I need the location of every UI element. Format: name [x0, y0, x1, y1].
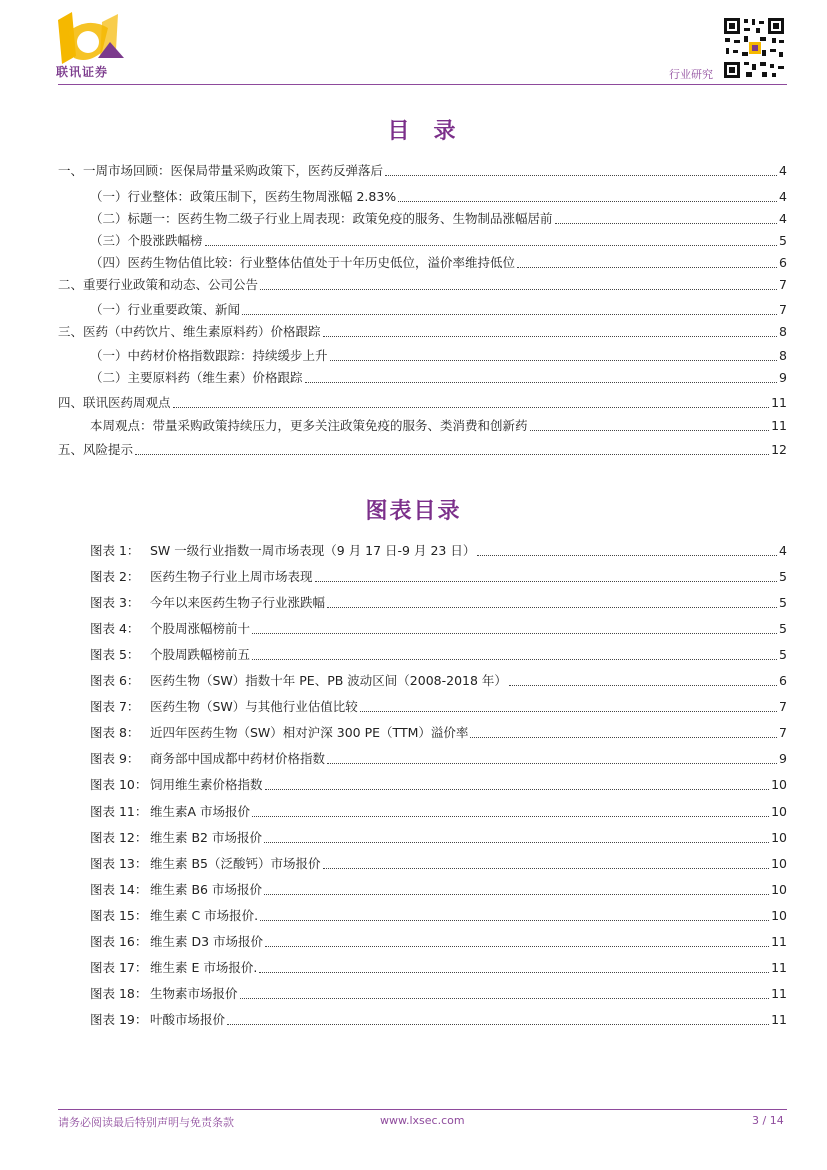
leader-dots — [530, 430, 770, 431]
toc-entry-label: 三、医药（中药饮片、维生素原料药）价格跟踪 — [58, 324, 321, 339]
toc-entry-page: 11 — [771, 418, 787, 433]
leader-dots — [205, 245, 778, 246]
figure-entry-label: 医药生物子行业上周市场表现 — [150, 569, 313, 584]
leader-dots — [260, 920, 769, 921]
figure-entry[interactable] — [90, 804, 787, 820]
figure-entry-label: SW 一级行业指数一周市场表现（9 月 17 日-9 月 23 日） — [150, 543, 476, 558]
leader-dots — [259, 972, 769, 973]
figure-entry-number: 图表 7： — [90, 699, 140, 714]
toc-title: 目录 — [387, 119, 480, 144]
figure-entry[interactable] — [90, 1012, 787, 1028]
figure-entry-page: 5 — [779, 647, 787, 662]
figure-entry-label: 医药生物（SW）指数十年 PE、PB 波动区间（2008-2018 年） — [150, 673, 507, 688]
toc-entry-page: 7 — [779, 302, 787, 317]
figure-entry[interactable] — [90, 595, 787, 611]
figure-entry[interactable] — [90, 621, 787, 637]
leader-dots — [252, 816, 769, 817]
figure-entry-page: 9 — [779, 751, 787, 766]
figure-entry-label: 生物素市场报价 — [150, 986, 238, 1001]
toc-entry-page: 6 — [779, 255, 787, 270]
figure-entry[interactable] — [90, 569, 787, 585]
leader-dots — [555, 223, 778, 224]
figure-entry-label: 医药生物（SW）与其他行业估值比较 — [150, 699, 358, 714]
figure-entry[interactable] — [90, 647, 787, 663]
toc-entry-label: （二）主要原料药（维生素）价格跟踪 — [90, 370, 303, 385]
figure-list-title: 图表目录 — [365, 499, 462, 524]
toc-entry-label: （一）行业整体：政策压制下，医药生物周涨幅 2.83% — [90, 189, 397, 204]
figure-entry[interactable] — [90, 934, 787, 950]
toc-entry-label: 五、风险提示 — [58, 442, 134, 457]
figure-entry[interactable] — [90, 699, 787, 715]
figure-entry[interactable] — [90, 882, 787, 898]
figure-entry-label: 维生素 D3 市场报价 — [150, 934, 264, 949]
toc-entry-page: 7 — [779, 277, 787, 292]
figure-entry[interactable] — [90, 830, 787, 846]
figure-entry-number: 图表 8： — [90, 725, 140, 740]
figure-entry-page: 7 — [779, 725, 787, 740]
toc-entry-label: 一、一周市场回顾：医保局带量采购政策下，医药反弹落后 — [58, 163, 384, 178]
figure-entry-page: 11 — [771, 986, 787, 1001]
leader-dots — [265, 789, 770, 790]
figure-entry-page: 11 — [771, 934, 787, 949]
figure-entry-number: 图表 18： — [90, 986, 148, 1001]
toc-entry[interactable] — [90, 302, 787, 318]
figure-entry-page: 10 — [771, 908, 787, 923]
footer-disclaimer: 请务必阅读最后特别声明与免责条款 — [58, 1116, 234, 1129]
leader-dots — [398, 201, 777, 202]
figure-entry-page: 10 — [771, 830, 787, 845]
leader-dots — [327, 763, 777, 764]
figure-entry-page: 11 — [771, 1012, 787, 1027]
footer-website: www.lxsec.com — [380, 1114, 465, 1127]
toc-entry[interactable] — [90, 211, 787, 227]
toc-entry[interactable] — [90, 370, 787, 386]
toc-entry-page: 4 — [779, 189, 787, 204]
figure-entry-label: 维生素 B2 市场报价 — [150, 830, 262, 845]
leader-dots — [264, 894, 769, 895]
figure-entry-number: 图表 3： — [90, 595, 140, 610]
figure-entry-number: 图表 9： — [90, 751, 140, 766]
toc-entry[interactable] — [90, 233, 787, 249]
leader-dots — [242, 314, 777, 315]
leader-dots — [470, 737, 777, 738]
figure-entry-label: 近四年医药生物（SW）相对沪深 300 PE（TTM）溢价率 — [150, 725, 469, 740]
toc-entry[interactable] — [58, 442, 787, 458]
toc-entry-label: 四、联讯医药周观点 — [58, 395, 171, 410]
leader-dots — [305, 382, 778, 383]
footer-divider — [58, 1109, 787, 1110]
leader-dots — [323, 868, 770, 869]
toc-entry-label: （一）中药材价格指数跟踪：持续缓步上升 — [90, 348, 328, 363]
figure-entry-page: 5 — [779, 621, 787, 636]
figure-entry-number: 图表 15： — [90, 908, 148, 923]
figure-entry[interactable] — [90, 725, 787, 741]
figure-entry-label: 叶酸市场报价 — [150, 1012, 226, 1027]
figure-entry-number: 图表 19： — [90, 1012, 148, 1027]
figure-entry-label: 个股周涨幅榜前十 — [150, 621, 251, 636]
leader-dots — [252, 659, 777, 660]
figure-entry-number: 图表 4： — [90, 621, 140, 636]
toc-entry-page: 12 — [771, 442, 787, 457]
figure-entry[interactable] — [90, 960, 787, 976]
toc-entry[interactable] — [90, 189, 787, 205]
figure-entry[interactable] — [90, 673, 787, 689]
toc-entry[interactable] — [58, 395, 787, 411]
leader-dots — [260, 289, 777, 290]
figure-entry[interactable] — [90, 856, 787, 872]
figure-entry-label: 维生素 E 市场报价. — [150, 960, 258, 975]
figure-entry[interactable] — [90, 908, 787, 924]
leader-dots — [252, 633, 777, 634]
leader-dots — [323, 336, 778, 337]
figure-entry[interactable] — [90, 986, 787, 1002]
qr-code-icon — [722, 16, 786, 80]
figure-entry-page: 4 — [779, 543, 787, 558]
figure-entry-number: 图表 5： — [90, 647, 140, 662]
figure-entry-number: 图表 16： — [90, 934, 148, 949]
leader-dots — [360, 711, 777, 712]
toc-entry-label: （二）标题一：医药生物二级子行业上周表现：政策免疫的服务、生物制品涨幅居前 — [90, 211, 553, 226]
figure-entry-label: 维生素A 市场报价 — [150, 804, 251, 819]
toc-entry-page: 8 — [779, 348, 787, 363]
leader-dots — [135, 454, 769, 455]
leader-dots — [517, 267, 777, 268]
figure-entry-label: 今年以来医药生物子行业涨跌幅 — [150, 595, 326, 610]
toc-entry-page: 4 — [779, 211, 787, 226]
toc-entry-label: （四）医药生物估值比较：行业整体估值处于十年历史低位，溢价率维持低位 — [90, 255, 516, 270]
leader-dots — [265, 946, 769, 947]
figure-entry-number: 图表 1： — [90, 543, 140, 558]
leader-dots — [385, 175, 777, 176]
figure-entry-page: 5 — [779, 595, 787, 610]
toc-entry[interactable] — [58, 163, 787, 179]
toc-entry-page: 9 — [779, 370, 787, 385]
toc-entry-label: （三）个股涨跌幅榜 — [90, 233, 203, 248]
figure-entry-page: 10 — [771, 804, 787, 819]
figure-entry-label: 商务部中国成都中药材价格指数 — [150, 751, 326, 766]
toc-entry-label: （一）行业重要政策、新闻 — [90, 302, 241, 317]
figure-entry-page: 7 — [779, 699, 787, 714]
toc-entry[interactable] — [90, 348, 787, 364]
leader-dots — [240, 998, 770, 999]
leader-dots — [173, 407, 770, 408]
figure-entry[interactable] — [90, 751, 787, 767]
figure-entry-page: 10 — [771, 882, 787, 897]
leader-dots — [477, 555, 777, 556]
toc-entry[interactable] — [90, 418, 787, 434]
toc-entry-page: 8 — [779, 324, 787, 339]
leader-dots — [264, 842, 769, 843]
figure-entry-number: 图表 6： — [90, 673, 140, 688]
figure-entry-label: 个股周跌幅榜前五 — [150, 647, 251, 662]
figure-entry-label: 饲用维生素价格指数 — [150, 777, 263, 792]
figure-entry-label: 维生素 B6 市场报价 — [150, 882, 262, 897]
logo-text: 联讯证券 — [56, 65, 109, 79]
figure-entry-page: 6 — [779, 673, 787, 688]
figure-entry-number: 图表 14： — [90, 882, 148, 897]
toc-entry[interactable] — [58, 324, 787, 340]
toc-entry-label: 本周观点：带量采购政策持续压力，更多关注政策免疫的服务、类消费和创新药 — [90, 418, 528, 433]
footer-page-number: 3 / 14 — [752, 1114, 784, 1127]
leader-dots — [227, 1024, 769, 1025]
leader-dots — [315, 581, 778, 582]
figure-entry[interactable] — [90, 777, 787, 793]
leader-dots — [327, 607, 777, 608]
figure-entry-number: 图表 12： — [90, 830, 148, 845]
toc-entry[interactable] — [90, 255, 787, 271]
header-divider — [58, 84, 787, 85]
page-header — [0, 0, 827, 92]
section-label: 行业研究 — [669, 68, 713, 81]
toc-entry[interactable] — [58, 277, 787, 293]
figure-entry[interactable] — [90, 543, 787, 559]
figure-entry-label: 维生素 C 市场报价. — [150, 908, 259, 923]
figure-entry-number: 图表 2： — [90, 569, 140, 584]
toc-entry-page: 5 — [779, 233, 787, 248]
figure-entry-label: 维生素 B5（泛酸钙）市场报价 — [150, 856, 321, 871]
figure-entry-number: 图表 10： — [90, 777, 148, 792]
figure-entry-number: 图表 13： — [90, 856, 148, 871]
figure-entry-number: 图表 11： — [90, 804, 148, 819]
figure-entry-page: 10 — [771, 856, 787, 871]
leader-dots — [330, 360, 778, 361]
figure-entry-page: 11 — [771, 960, 787, 975]
toc-entry-page: 11 — [771, 395, 787, 410]
figure-entry-page: 10 — [771, 777, 787, 792]
figure-entry-number: 图表 17： — [90, 960, 148, 975]
leader-dots — [509, 685, 777, 686]
figure-entry-page: 5 — [779, 569, 787, 584]
toc-entry-page: 4 — [779, 163, 787, 178]
toc-entry-label: 二、重要行业政策和动态、公司公告 — [58, 277, 259, 292]
